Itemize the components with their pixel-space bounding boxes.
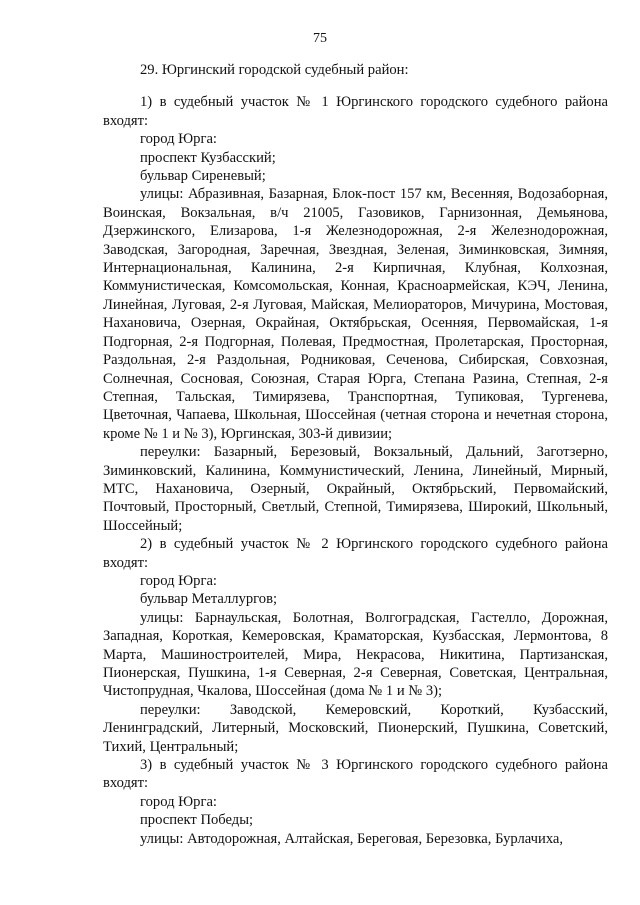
district-1-streets: улицы: Абразивная, Базарная, Блок-пост 157 км, Весенняя, Водозаборная, Воинская, Вокзальная, в/ч 21005, Газовиков, Гарнизонная, Демьянова, Дзержинского, Елизарова, 1-я Железнодорожная, 2-я Железнодорожная, Заводская, Загородная, Заречная, Звездная, Зеленая, Зиминковская, Зимняя, Интернациональная, Калинина, 2-я Кирпичная, Клубная, Колхозная, Коммунистическая, Комсомольская, Конная, Красноармейская, КЭЧ, Ленина, Линейная, Луговая, 2-я Луговая, Майская, Мелиораторов, Мичурина, Мостовая, Нахановича, Озерная, Окрайная, Октябрьская, Осенняя, Первомайская, 1-я Подгорная, 2-я Подгорная, Полевая, Предмостная, Пролетарская, Просторная, Раздольная, 2-я Раздольная, Родниковая, Сеченова, Сибирская, Совхозная, Солнечная, Сосновая, Союзная, Старая Юрга, Степана Разина, Степная, 2-я Степная, Тальская, Тимирязева, Транспортная, Тупиковая, Тургенева, Цветочная, Чапаева, Школьная, Шоссейная (четная сторона и нечетная сторона, кроме № 1 и № 3), Юргинская, 303-й дивизии; xyxy=(103,186,608,442)
court-district-1 xyxy=(103,93,608,535)
district-2-intro: 2) в судебный участок № 2 Юргинского городского судебного района входят: xyxy=(103,536,608,571)
district-1-lanes: переулки: Базарный, Березовый, Вокзальный, Дальний, Заготзерно, Зиминковский, Калинина, Коммунистический, Ленина, Линейный, Мирный, МТС, Нахановича, Озерный, Окрайный, Октябрьский, Первомайский, Почтовый, Просторный, Светлый, Степной, Тимирязева, Широкий, Школьный, Шоссейный; xyxy=(103,444,608,534)
district-2-lanes: переулки: Заводской, Кемеровский, Короткий, Кузбасский, Ленинградский, Литерный, Московский, Пионерский, Пушкина, Советский, Тихий, Центральный; xyxy=(103,701,608,755)
district-2-streets: улицы: Барнаульская, Болотная, Волгоградская, Гастелло, Дорожная, Западная, Короткая, Кемеровская, Краматорская, Кузбасская, Лермонтова, 8 Марта, Машиностроителей, Мира, Некрасова, Никитина, Партизанская, Пионерская, Пушкина, 1-я Северная, 2-я Северная, Советская, Центральная, Чистопрудная, Чкалова, Шоссейная (дома № 1 и № 3); xyxy=(103,609,608,700)
district-1-boulevard: бульвар Сиреневый; xyxy=(140,168,266,185)
district-3-city: город Юрга: xyxy=(140,793,217,810)
district-3-streets: улицы: Автодорожная, Алтайская, Береговая, Березовка, Бурлачиха, xyxy=(140,830,564,847)
district-1-intro: 1) в судебный участок № 1 Юргинского городского судебного района входят: xyxy=(103,94,608,129)
district-1-city: город Юрга: xyxy=(140,131,217,148)
page-number: 75 xyxy=(313,31,327,46)
district-3-intro: 3) в судебный участок № 3 Юргинского городского судебного района входят: xyxy=(103,757,608,792)
court-district-2 xyxy=(103,535,608,756)
district-2-boulevard: бульвар Металлургов; xyxy=(140,591,278,608)
document-body xyxy=(103,61,608,848)
district-1-avenue: проспект Кузбасский; xyxy=(140,149,276,166)
district-3-avenue: проспект Победы; xyxy=(140,812,254,829)
section-heading: 29. Юргинский городской судебный район: xyxy=(140,62,409,78)
court-district-3 xyxy=(103,756,608,848)
district-2-city: город Юрга: xyxy=(140,572,217,589)
